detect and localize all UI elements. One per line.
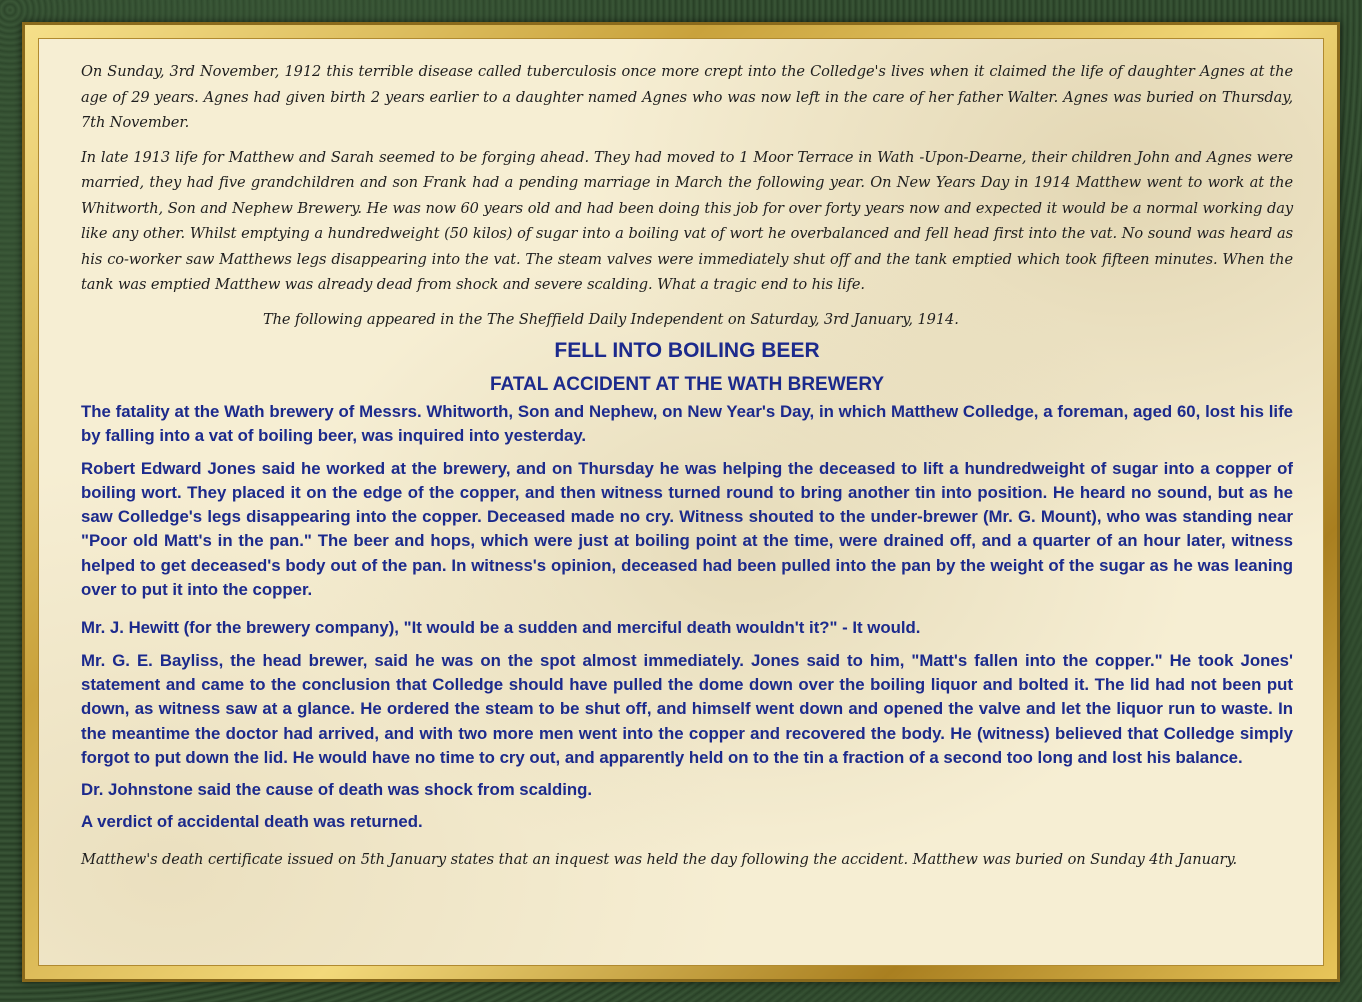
article-paragraph-hewitt: Mr. J. Hewitt (for the brewery company), "It would be a sudden and merciful death wouldn't it?" - It would. <box>81 618 921 638</box>
intro-paragraph-agnes: On Sunday, 3rd November, 1912 this terrible disease called tuberculosis once more crept into the Colledge's lives when it claimed the life of daughter Agnes at the age of 29 years. Agnes had given birth 2 years earlier to a daughter named Agnes who was now left in the care of her father Walter. Agnes was buried on Thursday, 7th November. <box>81 63 1293 131</box>
gold-frame <box>22 22 1340 982</box>
article-paragraph-bayliss: Mr. G. E. Bayliss, the head brewer, said he was on the spot almost immediately. Jones said to him, "Matt's fallen into the copper." He took Jones' statement and came to the conclusion that Colledge should have pulled the dome down over the boiling liquor and bolted it. The lid had not been put down, as witness saw at a glance. He ordered the steam to be shut off, and himself went down and opened the valve and let the liquor run to waste. In the meantime the doctor had arrived, and with two more men went into the copper and recovered the body. He (witness) believed that Colledge simply forgot to put down the lid. He would have no time to cry out, and apparently held on to the tin a fraction of a second too long and lost his balance. <box>81 650 1293 767</box>
article-headline: FELL INTO BOILING BEER <box>554 339 820 362</box>
article-paragraph-jones-testimony: Robert Edward Jones said he worked at the brewery, and on Thursday he was helping the deceased to lift a hundredweight of sugar into a copper of boiling wort. They placed it on the edge of the copper, and then witness turned round to bring another tin into position. He heard no sound, but as he saw Colledge's legs disappearing into the copper. Deceased made no cry. Witness shouted to the under-brewer (Mr. G. Mount), who was standing near "Poor old Matt's in the pan." The beer and hops, which were just at boiling point at the time, were drained off, and a quarter of an hour later, witness helped to get deceased's body out of the pan. In witness's opinion, deceased had been pulled into the pan by the weight of the sugar as he was leaning over to put it into the copper. <box>81 458 1293 600</box>
article-subheadline: FATAL ACCIDENT AT THE WATH BREWERY <box>489 374 885 395</box>
source-note: The following appeared in the The Sheffield Daily Independent on Saturday, 3rd January, 1914. <box>263 310 959 328</box>
intro-paragraph-matthew: In late 1913 life for Matthew and Sarah seemed to be forging ahead. They had moved to 1 Moor Terrace in Wath -Upon-Dearne, their children John and Agnes were married, they had five grandchildren and son Frank had a pending marriage in March the following year. On New Years Day in 1914 Matthew went to work at the Whitworth, Son and Nephew Brewery. He was now 60 years old and had been doing this job for over forty years now and expected it would be a normal working day like any other. Whilst emptying a hundredweight (50 kilos) of sugar into a boiling vat of wort he overbalanced and fell head first into the vat. No sound was heard as his co-worker saw Matthews legs disappearing into the vat. The steam valves were immediately shut off and the tank emptied which took fifteen minutes. When the tank was emptied Matthew was already dead from shock and severe scalding. What a tragic end to his life. <box>81 148 1293 293</box>
closing-note: Matthew's death certificate issued on 5th January states that an inquest was held the day following the accident. Matthew was buried on Sunday 4th January. <box>81 850 1238 868</box>
article-paragraph-johnstone: Dr. Johnstone said the cause of death was shock from scalding. <box>81 780 593 800</box>
article-paragraph-verdict: A verdict of accidental death was returned. <box>81 812 423 832</box>
article-paragraph-fatality: The fatality at the Wath brewery of Messrs. Whitworth, Son and Nephew, on New Year's Day, in which Matthew Colledge, a foreman, aged 60, lost his life by falling into a vat of boiling beer, was inquired into yesterday. <box>81 402 1293 446</box>
parchment-panel <box>38 38 1324 966</box>
